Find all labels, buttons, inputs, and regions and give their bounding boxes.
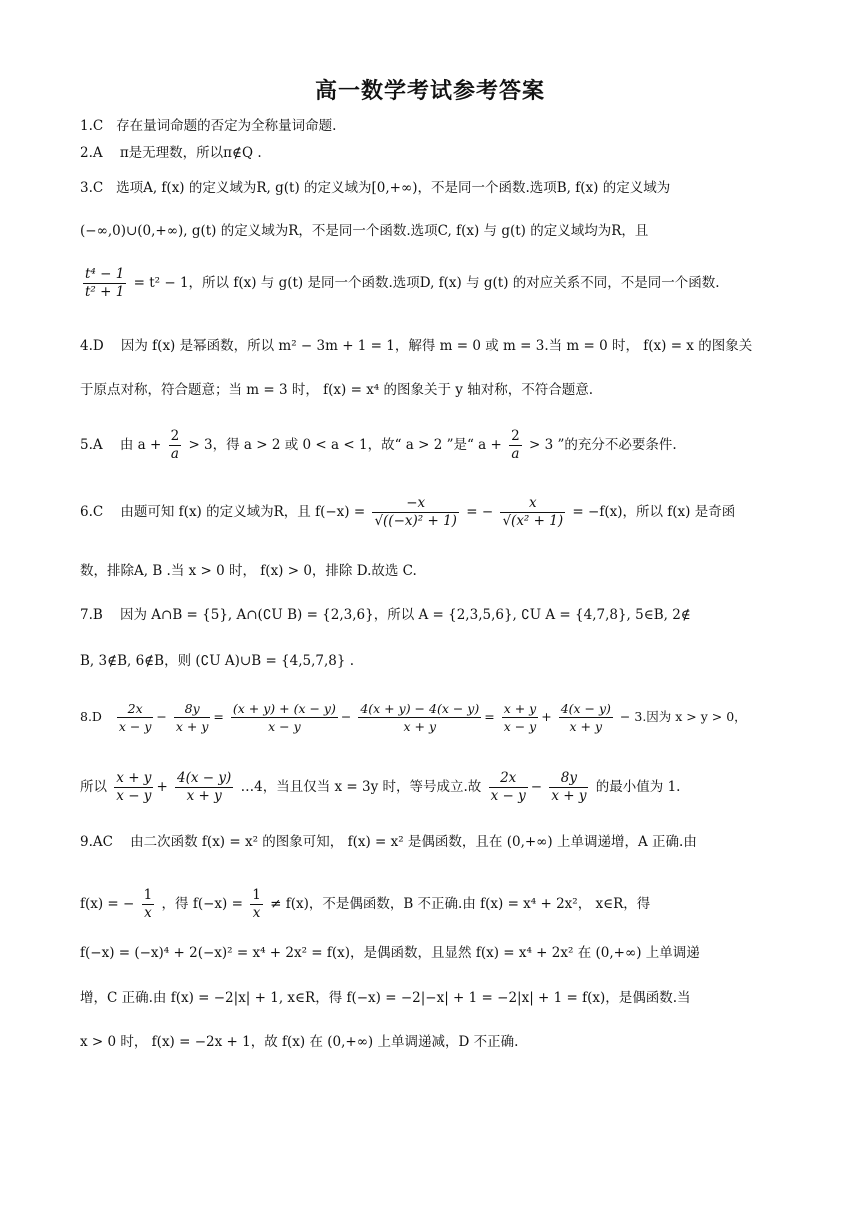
- answer-number: 3.C: [80, 180, 104, 196]
- fraction-denominator: x + y: [175, 787, 233, 805]
- fraction: [175, 770, 233, 805]
- answer-text: 因为 f(x) 是幂函数，所以 m² − 3m + 1 = 1，解得 m = 0 或 m = 3.当 m = 0 时， f(x) = x 的图象关: [120, 338, 753, 354]
- answer-3-line-2: (−∞,0)∪(0,+∞), g(t) 的定义域为R，不是同一个函数.选项C, f(x) 与 g(t) 的定义域均为R，且: [80, 223, 649, 239]
- fraction-numerator: 8y: [560, 770, 578, 786]
- answer-2: [80, 143, 262, 163]
- fraction-denominator: a: [509, 445, 522, 463]
- answer-number: 8.D: [80, 709, 102, 724]
- fraction-numerator: 2: [170, 428, 180, 444]
- fraction-numerator: −x: [406, 495, 426, 511]
- fraction-numerator: 2x: [127, 701, 143, 716]
- fraction-numerator: 1: [143, 887, 153, 903]
- fraction-denominator: x + y: [559, 717, 613, 735]
- answer-number: 1.C: [80, 118, 104, 134]
- fraction-numerator: x: [528, 495, 537, 511]
- answer-1: [80, 116, 336, 136]
- answer-text: f(x) = −: [80, 896, 135, 912]
- answer-text: > 3 ”的充分不必要条件.: [529, 437, 677, 453]
- fraction-denominator: x − y: [503, 719, 537, 734]
- fraction: [117, 700, 154, 735]
- answer-5: [80, 428, 677, 463]
- answer-text: 的最小值为 1.: [595, 779, 681, 795]
- fraction: [509, 428, 522, 463]
- fraction: [372, 495, 459, 530]
- fraction: [250, 887, 263, 922]
- answer-number: 6.C: [80, 504, 104, 520]
- fraction-numerator: 4(x − y): [560, 701, 611, 716]
- answer-number: 2.A: [80, 145, 103, 161]
- answer-3-line-1: [80, 178, 670, 198]
- answer-7-line-2: B, 3∉B, 6∉B，则 (∁U A)∪B = {4,5,7,8} .: [80, 653, 355, 669]
- fraction-denominator: x + y: [551, 788, 587, 804]
- answer-number: 4.D: [80, 338, 104, 354]
- answer-text: = t² − 1，所以 f(x) 与 g(t) 是同一个函数.选项D, f(x) 与 g(t) 的对应关系不同，不是同一个函数.: [133, 275, 720, 291]
- fraction-denominator: √((−x)² + 1): [374, 513, 457, 529]
- fraction-denominator: x: [250, 904, 263, 922]
- answer-8-line-2: 所以 $\frac{x + y}{x - y}$ + $\frac{4(x - y)}{x + y}$ …4，当且仅当 x = 3y 时，等号成立.故 $\frac{2x}{x - y}$ − $\frac{8y}{x + y}$ 的最小值为 1.: [80, 770, 681, 804]
- fraction: [500, 495, 565, 530]
- answer-text: ，得 f(−x) =: [161, 896, 243, 912]
- fraction-denominator: x + y: [358, 717, 481, 735]
- answer-text: 由题可知 f(x) 的定义域为R，且 f(−x) =: [120, 504, 366, 520]
- fraction-numerator: (x + y) + (x − y): [232, 701, 336, 716]
- fraction: [83, 266, 126, 301]
- answer-text: 由 a +: [119, 437, 162, 453]
- answer-number: 9.AC: [80, 834, 113, 850]
- answer-text: = −f(x)，所以 f(x) 是奇函: [572, 504, 736, 520]
- fraction: [549, 770, 588, 805]
- answer-text: …4，当且仅当 x = 3y 时，等号成立.故: [240, 779, 482, 795]
- fraction-numerator: 4(x + y) − 4(x − y): [360, 701, 480, 716]
- fraction-numerator: 8y: [184, 701, 200, 716]
- fraction-numerator: x + y: [503, 701, 537, 716]
- fraction: [502, 700, 539, 735]
- answer-6-line-1: [80, 495, 735, 530]
- answer-9-line-5: x > 0 时， f(x) = −2x + 1，故 f(x) 在 (0,+∞) 上单调递减，D 不正确.: [80, 1034, 519, 1050]
- fraction-denominator: t² + 1: [85, 284, 125, 300]
- answer-number: 7.B: [80, 607, 103, 623]
- fraction-numerator: 4(x − y): [177, 770, 232, 786]
- answer-9-line-3: f(−x) = (−x)⁴ + 2(−x)² = x⁴ + 2x² = f(x)，是偶函数，且显然 f(x) = x⁴ + 2x² 在 (0,+∞) 上单调递: [80, 945, 700, 961]
- fraction-numerator: 2: [511, 428, 520, 444]
- answer-6-line-2: 数，排除A, B .当 x > 0 时， f(x) > 0，排除 D.故选 C.: [80, 563, 417, 579]
- page-title: 高一数学考试参考答案: [314, 79, 545, 104]
- fraction: [114, 770, 153, 805]
- fraction-numerator: 1: [252, 887, 261, 903]
- answer-text: − 3.因为 x > y > 0，: [619, 709, 747, 724]
- fraction-numerator: x + y: [116, 770, 152, 786]
- fraction: [142, 887, 155, 922]
- answer-text: 因为 A∩B = {5}, A∩(∁U B) = {2,3,6}，所以 A = {2,3,5,6}, ∁U A = {4,7,8}, 5∈B, 2∉: [119, 607, 691, 623]
- answer-text: = −: [466, 504, 494, 520]
- answer-text: ≠ f(x)，不是偶函数，B 不正确.由 f(x) = x⁴ + 2x²， x∈R，得: [270, 896, 651, 912]
- fraction-numerator: 2x: [500, 770, 517, 786]
- fraction: [489, 770, 528, 805]
- answer-9-line-4: 增，C 正确.由 f(x) = −2|x| + 1, x∈R，得 f(−x) = −2|−x| + 1 = −2|x| + 1 = f(x)，是偶函数.当: [80, 990, 691, 1006]
- answer-text: 所以: [80, 779, 107, 795]
- fraction-denominator: x − y: [116, 788, 152, 804]
- answer-text: > 3，得 a > 2 或 0 < a < 1，故“ a > 2 ”是“ a +: [188, 437, 502, 453]
- fraction-denominator: x − y: [118, 719, 152, 734]
- answer-4-line-2: 于原点对称，符合题意；当 m = 3 时， f(x) = x⁴ 的图象关于 y 轴对称，不符合题意.: [80, 382, 594, 398]
- fraction-denominator: x − y: [231, 717, 338, 735]
- answer-3-line-3: [80, 266, 720, 301]
- fraction-numerator: t⁴ − 1: [85, 266, 125, 282]
- answer-text: 由二次函数 f(x) = x² 的图象可知， f(x) = x² 是偶函数，且在 (0,+∞) 上单调递增，A 正确.由: [130, 834, 697, 850]
- fraction-denominator: x − y: [490, 788, 526, 804]
- fraction-denominator: x: [142, 904, 155, 922]
- fraction: [174, 700, 211, 735]
- answer-text: π是无理数，所以π∉Q .: [119, 145, 262, 161]
- fraction: [358, 700, 481, 735]
- fraction-denominator: x + y: [175, 719, 209, 734]
- answer-number: 5.A: [80, 437, 103, 453]
- fraction: [169, 428, 182, 463]
- fraction: [231, 700, 338, 735]
- answer-4-line-1: [80, 336, 752, 356]
- fraction-denominator: a: [169, 445, 182, 463]
- fraction-denominator: √(x² + 1): [502, 513, 564, 529]
- answer-text: 存在量词命题的否定为全称量词命题.: [116, 118, 337, 134]
- fraction: [559, 700, 613, 735]
- answer-8-line-1: 8.D $\frac{2x}{x - y}$ − $\frac{8y}{x + y}$ = $\frac{(x + y) + (x - y)}{x - y}$ − $\frac{4(x + y) - 4(x - y)}{x + y}$ = $\frac{x + y}{x - y}$ + $\frac{4(x - y)}{x + y}$ − 3.因为 x > y > 0，: [80, 701, 747, 734]
- answer-9-line-2: [80, 887, 650, 922]
- answer-text: 选项A, f(x) 的定义域为R, g(t) 的定义域为[0,+∞)，不是同一个函数.选项B, f(x) 的定义域为: [116, 180, 671, 196]
- answer-9-line-1: [80, 832, 697, 852]
- answer-7-line-1: [80, 605, 691, 625]
